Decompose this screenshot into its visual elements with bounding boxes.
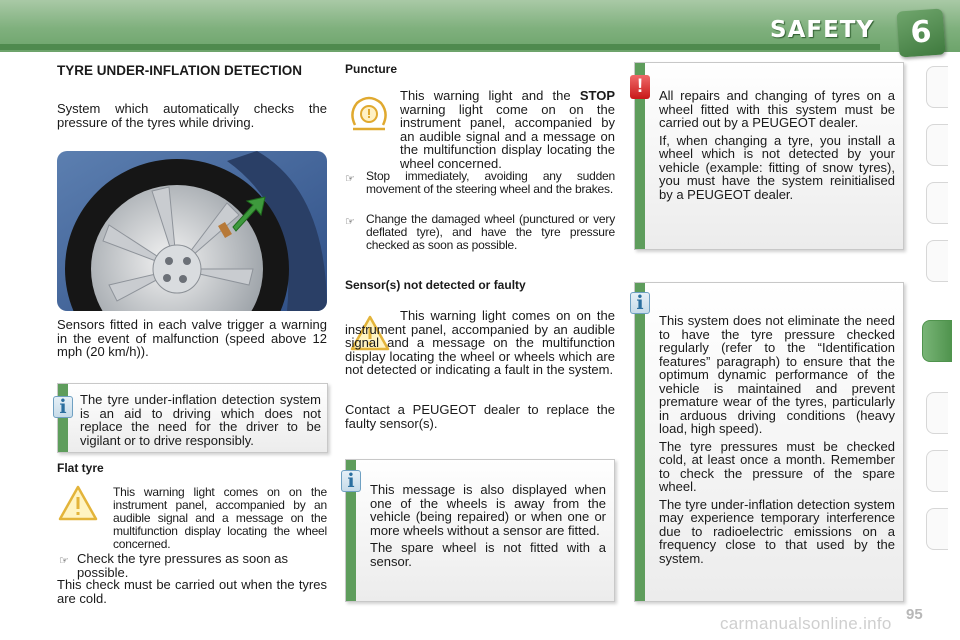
section-heading: TYRE UNDER-INFLATION DETECTION — [57, 63, 302, 78]
intro-text: System which automatically checks the pressure of the tyres while driving. — [57, 101, 327, 130]
chapter-tab[interactable] — [926, 508, 948, 550]
chapter-badge: 6 — [896, 8, 945, 57]
tyre-pressure-icon — [347, 95, 391, 133]
chapter-tabs — [926, 66, 952, 576]
puncture-warning-post: warning light come on on the instrument panel, accompanied by an audible signal and a message on the multifunction display locating the wheel concerned. — [400, 101, 615, 171]
info-icon: i — [53, 396, 73, 418]
header-stripe — [0, 44, 880, 50]
watermark: carmanualsonline.info — [720, 614, 892, 633]
info-icon: i — [341, 470, 361, 492]
info-text: The tyre under-inflation detection system is an aid to driving which does not replace the need for the driver to be vigilant or to drive responsibly. — [80, 392, 321, 448]
info-text — [370, 483, 606, 568]
puncture-warning — [400, 89, 615, 170]
puncture-bullet-2: Change the damaged wheel (punctured or very deflated tyre), and have the tyre pressure checked as soon as possible. — [366, 212, 615, 252]
chapter-tab-active[interactable] — [922, 320, 952, 362]
info-paragraph: This system does not eliminate the need to have the tyre pressure checked regularly (refer to the “Identification features” paragraph) to ensure that the optimum dynamic performance of the vehicle is maintained and prevent premature wear of the tyres, particularly in arduous driving conditions (heavy load, high speed). — [659, 313, 895, 436]
warning-box-right — [634, 62, 904, 250]
chapter-tab[interactable] — [926, 450, 948, 492]
info-paragraph: The tyre under-inflation detection system may experience temporary interference due to radioelectric emissions on a frequency close to that used by the system. — [659, 496, 895, 566]
warning-exclamation-icon: ! — [630, 75, 650, 99]
warning-triangle-icon — [58, 485, 98, 521]
info-paragraph: This message is also displayed when one of the wheels is away from the vehicle (being repaired) or when one or more wheels without a sensor are fitted. — [370, 482, 606, 538]
page-title: SAFETY — [770, 17, 875, 43]
chapter-tab[interactable] — [926, 124, 948, 166]
bullet-icon: ☞ — [59, 555, 69, 567]
puncture-warning-pre: This warning light and the — [400, 88, 580, 103]
puncture-bullet-1: Stop immediately, avoiding any sudden movement of the steering wheel and the brakes. — [366, 169, 615, 196]
chapter-tab[interactable] — [926, 240, 948, 282]
warning-paragraph: All repairs and changing of tyres on a wheel fitted with this system must be carried out by a PEUGEOT dealer. — [659, 88, 895, 130]
bullet-icon: ☞ — [345, 216, 355, 228]
chapter-tab[interactable] — [926, 392, 948, 434]
info-paragraph: The tyre pressures must be checked cold, at least once a month. Remember to check the pressure of the spare wheel. — [659, 438, 895, 494]
info-box-left — [57, 383, 328, 453]
info-bar — [635, 283, 645, 601]
flat-tyre-warning: This warning light comes on on the instrument panel, accompanied by an audible signal and a message on the multifunction display locating the wheel concerned. — [113, 485, 327, 551]
bullet-icon: ☞ — [345, 173, 355, 185]
sensor-contact: Contact a PEUGEOT dealer to replace the faulty sensor(s). — [345, 402, 615, 431]
chapter-tab[interactable] — [926, 66, 948, 108]
sensor-text: This warning light comes on on the instrument panel, accompanied by an audible signal and a message on the multifunction display locating the wheel or wheels which are not detected or indicating a fault in the system. — [345, 308, 615, 377]
warning-paragraph: If, when changing a tyre, you install a wheel which is not detected by your vehicle (example: fitting of snow tyres), you must have the system reinitialised by a PEUGEOT dealer. — [659, 132, 895, 202]
warning-text — [659, 89, 895, 201]
puncture-heading: Puncture — [345, 62, 398, 76]
info-paragraph: The spare wheel is not fitted with a sensor. — [370, 540, 606, 569]
info-box-right — [634, 282, 904, 602]
sensors-text: Sensors fitted in each valve trigger a warning in the event of malfunction (speed above 12 mph (20 km/h)). — [57, 317, 327, 359]
page-number: 95 — [906, 606, 923, 623]
stop-label: STOP — [579, 88, 615, 103]
info-text — [659, 314, 895, 565]
info-bar — [58, 384, 68, 452]
chapter-tab[interactable] — [926, 182, 948, 224]
info-box-middle — [345, 459, 615, 602]
sensor-heading: Sensor(s) not detected or faulty — [345, 278, 526, 292]
wheel-photo — [57, 151, 327, 311]
info-icon: i — [630, 292, 650, 314]
flat-tyre-heading: Flat tyre — [57, 461, 104, 475]
flat-tyre-note: This check must be carried out when the tyres are cold. — [57, 577, 327, 606]
flat-tyre-bullet: Check the tyre pressures as soon as possible. — [77, 551, 288, 580]
